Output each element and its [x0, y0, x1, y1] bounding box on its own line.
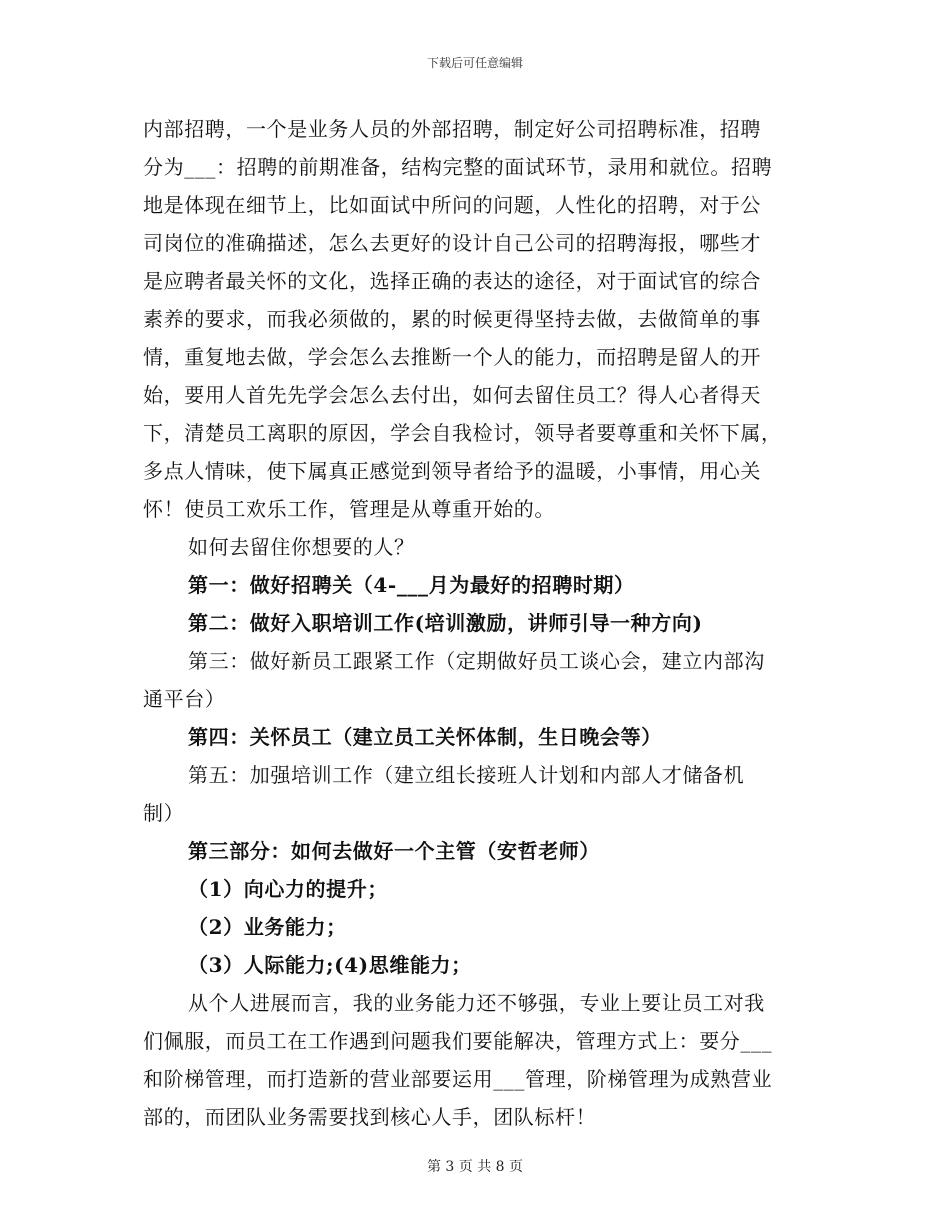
- list-item: 第三：做好新员工跟紧工作（定期做好员工谈心会，建立内部沟: [188, 649, 765, 673]
- paragraph-line: 是应聘者最关怀的文化，选择正确的表达的途径，对于面试官的综合: [143, 269, 761, 293]
- paragraph-line: 分为___：招聘的前期准备，结构完整的面试环节，录用和就位。招聘: [143, 155, 773, 179]
- document-body: [143, 110, 811, 1136]
- paragraph-line: 素养的要求，而我必须做的，累的时候更得坚持去做，去做简单的事: [143, 307, 761, 331]
- paragraph-line: 地是体现在细节上，比如面试中所问的问题，人性化的招聘，对于公: [143, 193, 761, 217]
- page-number: 第 3 页 共 8 页: [426, 1159, 524, 1175]
- list-item: （3）人际能力;(4)思维能力；: [188, 953, 472, 977]
- list-item: 第二：做好入职培训工作(培训激励，讲师引导一种方向): [188, 611, 703, 635]
- page-header: 下载后可任意编辑: [426, 56, 523, 70]
- list-item-continuation: 通平台）: [143, 687, 226, 711]
- section-title: 第三部分：如何去做好一个主管（安哲老师）: [188, 839, 600, 863]
- paragraph-line: 司岗位的准确描述，怎么去更好的设计自己公司的招聘海报，哪些才: [143, 231, 761, 255]
- list-item: 第四：关怀员工（建立员工关怀体制，生日晚会等）: [188, 725, 662, 749]
- list-item: 第一：做好招聘关（4-___月为最好的招聘时期）: [188, 573, 635, 597]
- paragraph-line: 多点人情味，使下属真正感觉到领导者给予的温暖，小事情，用心关: [143, 459, 761, 483]
- paragraph-line: 部的，而团队业务需要找到核心人手，团队标杆！: [143, 1105, 597, 1129]
- paragraph-line: 情，重复地去做，学会怎么去推断一个人的能力，而招聘是留人的开: [143, 345, 761, 369]
- list-item-continuation: 制）: [143, 801, 185, 825]
- paragraph-line: 内部招聘，一个是业务人员的外部招聘，制定好公司招聘标准，招聘: [143, 117, 761, 141]
- paragraph-line: 从个人进展而言，我的业务能力还不够强，专业上要让员工对我: [188, 991, 765, 1015]
- list-item: （2）业务能力；: [188, 915, 347, 939]
- paragraph-line: 始，要用人首先先学会怎么去付出，如何去留住员工？得人心者得天: [143, 383, 761, 407]
- paragraph-line: 下，清楚员工离职的原因，学会自我检讨，领导者要尊重和关怀下属，: [143, 421, 782, 445]
- section-question: 如何去留住你想要的人？: [188, 535, 415, 559]
- paragraph-line: 怀！使员工欢乐工作，管理是从尊重开始的。: [143, 497, 555, 521]
- paragraph-line: 和阶梯管理，而打造新的营业部要运用___管理，阶梯管理为成熟营业: [143, 1067, 773, 1091]
- list-item: 第五：加强培训工作（建立组长接班人计划和内部人才储备机: [188, 763, 745, 787]
- paragraph-line: 们佩服，而员工在工作遇到问题我们要能解决，管理方式上：要分___: [143, 1029, 773, 1053]
- list-item: （1）向心力的提升；: [188, 877, 388, 901]
